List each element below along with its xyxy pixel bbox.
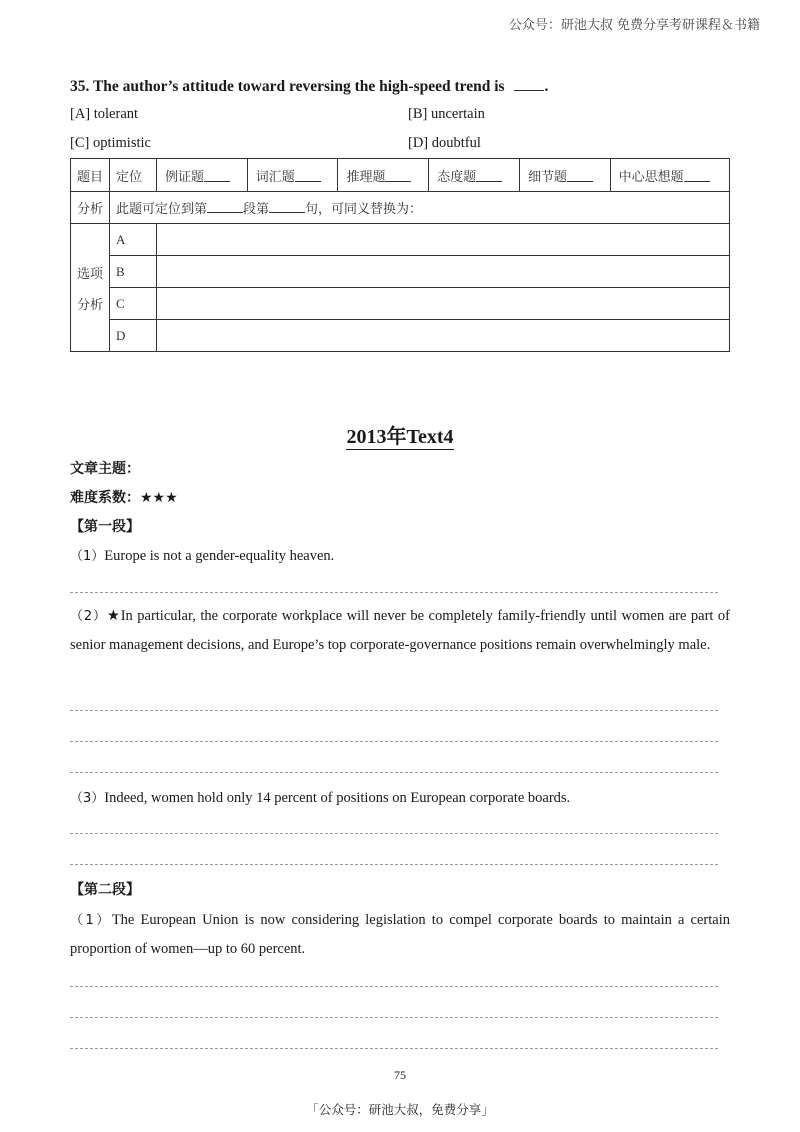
cell-option-a-label: A <box>110 224 157 256</box>
writing-line <box>70 833 718 834</box>
writing-line <box>70 772 718 773</box>
writing-line <box>70 741 718 742</box>
cell-locate-text: 此题可定位到第 段第 句，可同义替换为： <box>110 192 730 224</box>
paragraph2-heading: 【第二段】 <box>70 882 140 898</box>
paragraph1-heading: 【第一段】 <box>70 519 140 535</box>
writing-line <box>70 1017 718 1018</box>
writing-line <box>70 710 718 711</box>
table-row-option-c <box>71 288 730 320</box>
type-inference: 推理题 <box>338 159 429 191</box>
type-vocabulary: 词汇题 <box>248 159 339 191</box>
question-35 <box>70 78 548 96</box>
cell-question-label: 题目 <box>71 159 110 192</box>
cell-types <box>157 159 730 192</box>
question-end: . <box>544 78 549 95</box>
section-title: 2013年Text4 <box>346 426 454 448</box>
page-number: 75 <box>394 1068 406 1082</box>
cell-option-a-analysis[interactable] <box>157 224 730 256</box>
table-row-locate <box>71 192 730 224</box>
question-text: 35. The author’s attitude toward reversing the high-speed trend is <box>70 78 505 95</box>
difficulty-row <box>70 487 178 507</box>
table-row-types <box>71 159 730 192</box>
p1-sentence-1: （1）Europe is not a gender-equality heaven. <box>70 548 335 564</box>
writing-line <box>70 592 718 593</box>
article-theme-label: 文章主题： <box>70 461 140 477</box>
cell-option-c-label: C <box>110 288 157 320</box>
cell-locate: 定位 <box>110 159 157 192</box>
cell-option-d-analysis[interactable] <box>157 320 730 352</box>
option-b: [B] uncertain <box>408 106 485 122</box>
type-example: 例证题 <box>157 159 248 191</box>
option-a: [A] tolerant <box>70 106 139 122</box>
cell-option-c-analysis[interactable] <box>157 288 730 320</box>
analysis-table <box>70 158 730 352</box>
cell-option-b-label: B <box>110 256 157 288</box>
cell-option-b-analysis[interactable] <box>157 256 730 288</box>
cell-options-label <box>71 224 110 352</box>
footer-note: 「公众号：研池大叔，免费分享」 <box>306 1102 494 1117</box>
options-label-line2: 分析 <box>76 297 103 313</box>
type-attitude: 态度题 <box>429 159 520 191</box>
table-row-option-b <box>71 256 730 288</box>
option-c: [C] optimistic <box>70 135 151 151</box>
cell-option-d-label: D <box>110 320 157 352</box>
header-watermark: 公众号：研池大叔 免费分享考研课程＆书籍 <box>508 18 760 33</box>
p1-sentence-2: （2）★In particular, the corporate workplace will never be completely family-friendly until women are part of senior management decisions, and Europe’s top corporate-governance positions remain overwhelmingly male. <box>70 608 730 653</box>
p1-sentence-3: （3）Indeed, women hold only 14 percent of positions on European corporate boards. <box>70 790 571 806</box>
cell-analysis-label: 分析 <box>71 192 110 224</box>
type-detail: 细节题 <box>520 159 611 191</box>
type-main-idea: 中心思想题 <box>611 159 729 191</box>
answer-blank <box>514 78 544 91</box>
option-d: [D] doubtful <box>408 135 481 151</box>
difficulty-label: 难度系数： <box>70 490 140 506</box>
table-row-option-a <box>71 224 730 256</box>
writing-line <box>70 864 718 865</box>
writing-line <box>70 986 718 987</box>
p2-sentence-1: （1）The European Union is now considering legislation to compel corporate boards to maintain a certain proportion of women—up to 60 percent. <box>70 912 730 957</box>
writing-line <box>70 1048 718 1049</box>
table-row-option-d <box>71 320 730 352</box>
difficulty-stars: ★★★ <box>140 490 178 506</box>
options-label-line1: 选项 <box>76 266 103 282</box>
